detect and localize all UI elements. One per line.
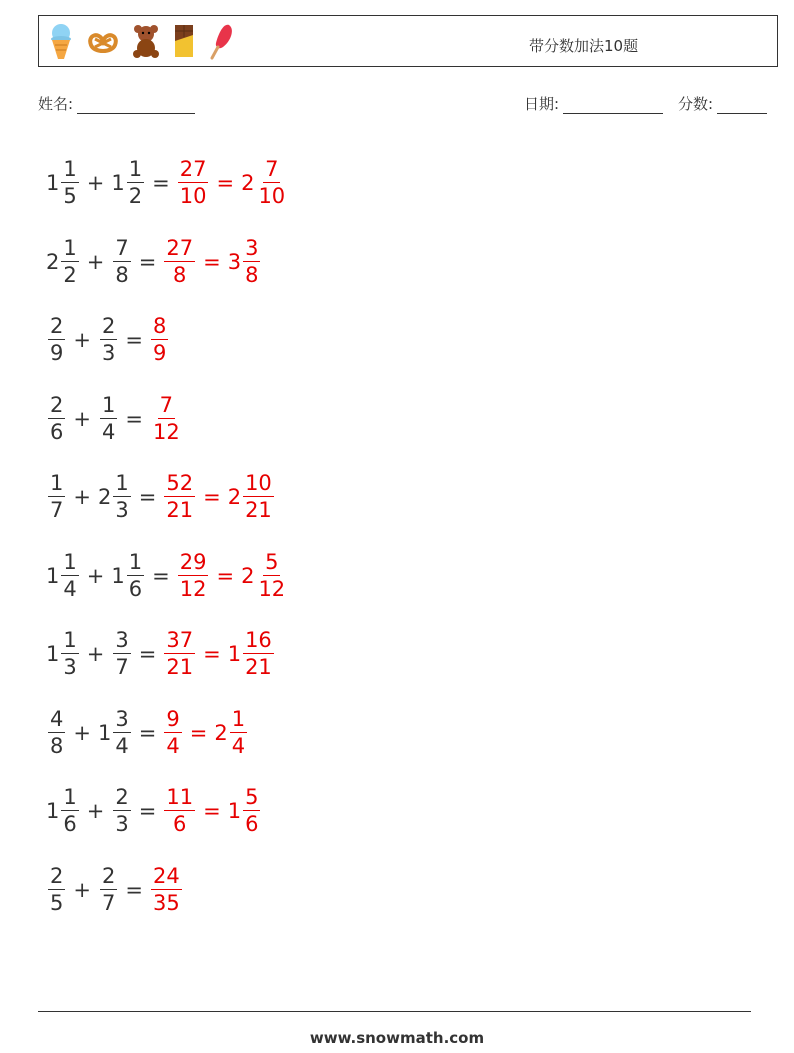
- problem-row: [46, 851, 288, 930]
- addend-a-numerator: 1: [50, 471, 64, 496]
- equals-sign: =: [138, 799, 157, 824]
- answer-denominator: 6: [173, 812, 187, 837]
- score-label: 分数:: [678, 95, 714, 113]
- equals-sign: =: [138, 485, 157, 510]
- addend-b-numerator: 1: [101, 392, 116, 417]
- answer-improper-fraction: [151, 392, 182, 444]
- addend-a-numerator: 2: [50, 392, 64, 417]
- problem-row: [46, 458, 288, 537]
- answer-equals-sign: =: [189, 720, 208, 745]
- addend-a-mixed: [46, 787, 80, 835]
- addend-b-fraction: [113, 630, 130, 678]
- answer-fraction: [256, 549, 287, 601]
- answer: [177, 549, 288, 601]
- addend-b-numerator: 3: [115, 706, 129, 731]
- plus-sign: +: [73, 328, 91, 353]
- answer: [163, 473, 274, 521]
- icon-strip: [47, 21, 237, 61]
- footer-url: www.snowmath.com: [309, 1029, 485, 1047]
- answer-mixed: [228, 473, 275, 521]
- addend-b-numerator: 1: [128, 549, 143, 574]
- addend-b-whole: 1: [97, 720, 112, 745]
- addend-b-denominator: 4: [115, 733, 129, 758]
- answer-denominator: 12: [258, 576, 286, 601]
- equals-sign: =: [138, 249, 157, 274]
- footer-divider: [38, 1011, 751, 1012]
- answer-mixed: [241, 159, 288, 207]
- answer-numerator: 1: [231, 706, 246, 731]
- teddy-bear-icon: [131, 21, 161, 61]
- addend-a-numerator: 1: [63, 235, 77, 260]
- addend-a-denominator: 6: [63, 812, 77, 837]
- addend-a-fraction: [61, 549, 78, 601]
- answer: [163, 706, 248, 758]
- addend-a-numerator: 2: [50, 863, 64, 888]
- addend-a-mixed: [46, 630, 80, 678]
- date-blank[interactable]: [563, 97, 663, 114]
- answer-numerator: 24: [152, 863, 180, 888]
- answer-fraction: [243, 787, 260, 835]
- addend-b-fraction: [127, 159, 144, 207]
- answer-improper-fraction: [164, 630, 195, 678]
- addend-b-mixed: [97, 706, 132, 758]
- addend-b-fraction: [100, 392, 117, 444]
- plus-sign: +: [73, 877, 91, 902]
- answer-numerator: 27: [166, 235, 194, 260]
- addend-b-numerator: 2: [101, 863, 116, 888]
- answer-numerator: 11: [166, 785, 194, 810]
- addend-a-mixed: [46, 392, 66, 444]
- answer-numerator: 7: [265, 157, 279, 182]
- answer-denominator: 21: [166, 498, 194, 523]
- addend-b-fraction: [113, 473, 130, 521]
- header-box: [38, 15, 778, 67]
- answer-denominator: 21: [166, 655, 194, 680]
- name-blank[interactable]: [77, 97, 195, 114]
- equals-sign: =: [152, 563, 170, 588]
- answer-denominator: 6: [245, 812, 259, 837]
- addend-b-fraction: [113, 706, 130, 758]
- answer-whole: 2: [214, 720, 228, 745]
- worksheet-title: 带分数加法10题: [529, 37, 639, 55]
- date-label: 日期:: [524, 95, 560, 113]
- plus-sign: +: [73, 720, 91, 745]
- answer-improper-fraction: [164, 235, 195, 287]
- addend-a-mixed: [46, 473, 66, 521]
- answer: [163, 630, 274, 678]
- addend-b-denominator: 7: [115, 655, 129, 680]
- answer-equals-sign: =: [216, 171, 235, 196]
- addend-a-denominator: 4: [63, 576, 77, 601]
- addend-b-numerator: 2: [101, 314, 116, 339]
- score-field: [678, 93, 767, 114]
- addend-b-denominator: 3: [115, 812, 129, 837]
- answer-whole: 3: [227, 249, 242, 274]
- addend-a-mixed: [46, 235, 80, 287]
- addend-a-fraction: [48, 863, 65, 915]
- problem-row: [46, 380, 288, 459]
- plus-sign: +: [86, 171, 105, 196]
- answer-numerator: 16: [245, 628, 272, 653]
- answer-fraction: [243, 235, 260, 287]
- addend-b-mixed: [111, 549, 145, 601]
- addend-a-fraction: [48, 706, 65, 758]
- plus-sign: +: [86, 799, 105, 824]
- answer-improper-fraction: [151, 863, 182, 915]
- equals-sign: =: [138, 720, 157, 745]
- equals-sign: =: [125, 406, 143, 431]
- answer-mixed: [228, 787, 262, 835]
- answer-denominator: 12: [152, 419, 180, 444]
- problem-row: [46, 537, 288, 616]
- equals-sign: =: [138, 642, 157, 667]
- addend-b-whole: 2: [97, 485, 112, 510]
- addend-a-whole: 1: [46, 642, 60, 667]
- addend-b-fraction: [100, 863, 117, 915]
- addend-a-fraction: [48, 473, 65, 521]
- addend-b-numerator: 1: [128, 157, 143, 182]
- name-label: 姓名:: [38, 95, 74, 113]
- answer: [177, 159, 288, 207]
- answer-numerator: 27: [179, 157, 207, 182]
- answer-mixed: [241, 549, 288, 601]
- addend-a-denominator: 5: [50, 890, 64, 915]
- addend-a-denominator: 9: [50, 341, 64, 366]
- addend-a-whole: 1: [46, 563, 60, 588]
- answer: [163, 235, 261, 287]
- addend-b-mixed: [111, 159, 145, 207]
- ice-cream-icon: [47, 21, 75, 61]
- answer-equals-sign: =: [203, 249, 221, 274]
- addend-a-mixed: [46, 316, 66, 364]
- date-field: [524, 93, 663, 114]
- answer-fraction: [230, 706, 247, 758]
- answer-improper-fraction: [164, 706, 181, 758]
- problem-row: [46, 615, 288, 694]
- addend-a-denominator: 3: [63, 655, 77, 680]
- addend-a-fraction: [61, 630, 78, 678]
- answer-whole: 1: [227, 799, 242, 824]
- equals-sign: =: [152, 171, 170, 196]
- answer-numerator: 7: [159, 392, 174, 417]
- addend-a-fraction: [61, 159, 78, 207]
- addend-b-numerator: 2: [115, 785, 129, 810]
- addend-a-denominator: 5: [63, 184, 77, 209]
- addend-a-fraction: [61, 235, 78, 287]
- answer-denominator: 9: [152, 341, 167, 366]
- name-field: [38, 93, 195, 114]
- addend-b-mixed: [98, 392, 118, 444]
- addend-b-whole: 1: [111, 171, 125, 196]
- plus-sign: +: [73, 406, 91, 431]
- answer-numerator: 37: [166, 628, 194, 653]
- addend-b-whole: 1: [111, 563, 125, 588]
- problem-list: [46, 144, 288, 929]
- problem-row: [46, 772, 288, 851]
- answer-equals-sign: =: [216, 563, 235, 588]
- answer-denominator: 4: [231, 733, 246, 758]
- addend-b-mixed: [98, 863, 118, 915]
- addend-b-numerator: 7: [115, 235, 129, 260]
- answer-numerator: 9: [166, 706, 180, 731]
- popsicle-icon: [207, 21, 237, 61]
- answer-numerator: 52: [166, 471, 194, 496]
- answer-numerator: 29: [179, 549, 207, 574]
- answer-improper-fraction: [178, 159, 209, 207]
- answer-equals-sign: =: [203, 799, 221, 824]
- answer-fraction: [256, 159, 287, 207]
- addend-b-fraction: [100, 316, 117, 364]
- addend-a-numerator: 1: [63, 628, 77, 653]
- addend-b-fraction: [113, 787, 130, 835]
- addend-a-whole: 1: [46, 799, 60, 824]
- answer-equals-sign: =: [203, 485, 221, 510]
- answer-denominator: 4: [166, 733, 180, 758]
- problem-row: [46, 144, 288, 223]
- problem-row: [46, 223, 288, 302]
- addend-a-denominator: 6: [50, 419, 64, 444]
- addend-b-denominator: 8: [115, 262, 129, 287]
- addend-b-denominator: 4: [101, 419, 116, 444]
- addend-a-mixed: [46, 863, 66, 915]
- addend-a-fraction: [48, 392, 65, 444]
- addend-b-mixed: [111, 787, 131, 835]
- chocolate-bar-icon: [171, 21, 197, 61]
- problem-row: [46, 694, 288, 773]
- answer-mixed: [214, 706, 248, 758]
- addend-b-mixed: [111, 235, 131, 287]
- answer-equals-sign: =: [203, 642, 221, 667]
- answer: [163, 787, 261, 835]
- addend-b-denominator: 7: [101, 890, 116, 915]
- plus-sign: +: [86, 249, 105, 274]
- addend-b-mixed: [98, 473, 132, 521]
- plus-sign: +: [86, 642, 105, 667]
- answer-whole: 2: [241, 171, 255, 196]
- addend-a-denominator: 7: [50, 498, 64, 523]
- answer-denominator: 8: [245, 262, 259, 287]
- answer-mixed: [228, 630, 275, 678]
- answer-numerator: 10: [245, 471, 272, 496]
- answer-whole: 1: [227, 642, 242, 667]
- answer-denominator: 21: [245, 655, 272, 680]
- plus-sign: +: [73, 485, 91, 510]
- addend-a-numerator: 4: [50, 706, 64, 731]
- answer: [150, 316, 169, 364]
- answer: [150, 392, 183, 444]
- answer: [150, 863, 183, 915]
- addend-a-whole: 1: [46, 171, 60, 196]
- addend-a-denominator: 8: [50, 733, 64, 758]
- equals-sign: =: [125, 328, 143, 353]
- answer-denominator: 8: [173, 262, 187, 287]
- answer-denominator: 12: [179, 576, 207, 601]
- addend-a-numerator: 1: [63, 157, 77, 182]
- answer-numerator: 3: [245, 235, 259, 260]
- answer-numerator: 8: [152, 314, 167, 339]
- answer-mixed: [227, 235, 262, 287]
- answer-denominator: 21: [245, 498, 272, 523]
- addend-a-numerator: 2: [50, 314, 64, 339]
- addend-a-mixed: [46, 549, 80, 601]
- addend-a-fraction: [48, 316, 65, 364]
- addend-a-whole: 2: [46, 249, 60, 274]
- addend-b-denominator: 3: [115, 498, 129, 523]
- addend-b-denominator: 3: [101, 341, 116, 366]
- score-blank[interactable]: [717, 97, 767, 114]
- answer-fraction: [243, 630, 274, 678]
- addend-a-numerator: 1: [63, 549, 77, 574]
- answer-denominator: 35: [152, 890, 180, 915]
- addend-a-mixed: [46, 159, 80, 207]
- answer-improper-fraction: [151, 316, 168, 364]
- addend-b-numerator: 1: [115, 471, 129, 496]
- plus-sign: +: [86, 563, 105, 588]
- answer-improper-fraction: [164, 787, 195, 835]
- addend-b-denominator: 2: [128, 184, 143, 209]
- answer-improper-fraction: [164, 473, 195, 521]
- answer-fraction: [243, 473, 274, 521]
- answer-denominator: 10: [258, 184, 286, 209]
- equals-sign: =: [125, 877, 143, 902]
- addend-a-mixed: [46, 706, 66, 758]
- addend-a-fraction: [61, 787, 78, 835]
- problem-row: [46, 301, 288, 380]
- pretzel-icon: [85, 21, 121, 61]
- addend-b-mixed: [111, 630, 131, 678]
- answer-whole: 2: [227, 485, 242, 510]
- addend-a-numerator: 1: [63, 785, 77, 810]
- addend-b-denominator: 6: [128, 576, 143, 601]
- answer-improper-fraction: [178, 549, 209, 601]
- answer-numerator: 5: [265, 549, 279, 574]
- answer-denominator: 10: [179, 184, 207, 209]
- addend-a-denominator: 2: [63, 262, 77, 287]
- addend-b-mixed: [98, 316, 118, 364]
- answer-whole: 2: [241, 563, 255, 588]
- addend-b-fraction: [113, 235, 130, 287]
- addend-b-fraction: [127, 549, 144, 601]
- answer-numerator: 5: [245, 785, 259, 810]
- addend-b-numerator: 3: [115, 628, 129, 653]
